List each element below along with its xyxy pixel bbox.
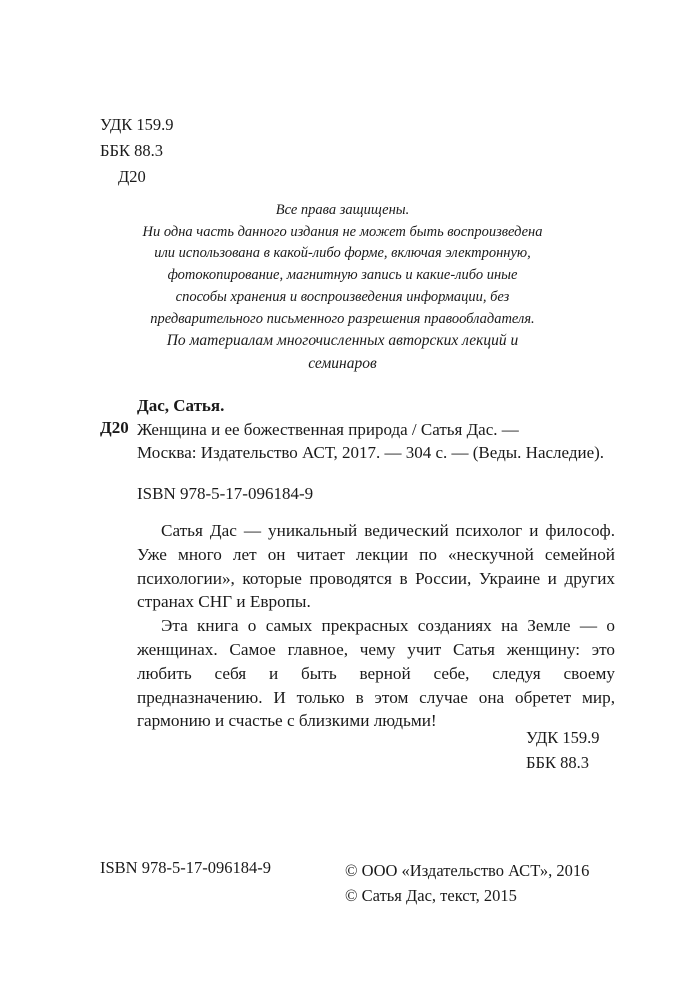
catalog-imprint-line: Москва: Издательство АСТ, 2017. — 304 с. — (Веды. Наследие).: [137, 443, 605, 462]
annotation: [137, 519, 615, 733]
source-note-line: семинаров: [308, 354, 377, 372]
udk-code: УДК 159.9: [526, 728, 600, 747]
bbk-code: ББК 88.3: [100, 141, 163, 160]
catalog-author-mark: Д20: [100, 418, 129, 437]
rights-line: или использована в какой-либо форме, включая электронную,: [154, 245, 531, 262]
bbk-code: ББК 88.3: [526, 753, 589, 772]
footer-isbn: ISBN 978-5-17-096184-9: [100, 858, 271, 877]
copyright-block: [345, 858, 589, 908]
annotation-codes: [526, 725, 600, 775]
rights-line: фотокопирование, магнитную запись и какие-либо иные: [167, 267, 518, 284]
rights-line: Все права защищены.: [275, 202, 410, 218]
catalog-title-line: Женщина и ее божественная природа / Сатья Дас. —: [137, 420, 519, 439]
classification-codes: [100, 112, 174, 190]
author-mark: Д20: [118, 167, 146, 186]
catalog-author: Дас, Сатья.: [137, 396, 225, 415]
catalog-isbn: ISBN 978-5-17-096184-9: [137, 484, 314, 503]
copyright-author: © Сатья Дас, текст, 2015: [345, 886, 517, 905]
copyright-publisher: © ООО «Издательство АСТ», 2016: [345, 861, 590, 880]
rights-notice: [110, 200, 575, 330]
rights-line: Ни одна часть данного издания не может быть воспроизведена: [142, 223, 543, 240]
annotation-paragraph: Эта книга о самых прекрасных созданиях на Земле — о женщинах. Самое главное, чему учит Сатья женщину: это любить себя и быть верной себе, следуя своему предназначению. И только в этом случае она обретет мир, гармонию и счастье с близкими людьми!: [137, 616, 615, 731]
rights-line: предварительного письменного разрешения правообладателя.: [150, 310, 535, 327]
udk-code: УДК 159.9: [100, 115, 174, 134]
rights-line: способы хранения и воспроизведения информации, без: [175, 288, 510, 305]
annotation-paragraph: Сатья Дас — уникальный ведический психолог и философ. Уже много лет он читает лекции по «нескучной семейной психологии», которые проводятся в России, Украине и других странах СНГ и Европы.: [137, 521, 615, 612]
source-note-line: По материалам многочисленных авторских лекций и: [166, 332, 519, 349]
catalog-description: [137, 418, 604, 464]
source-note: [110, 330, 575, 375]
